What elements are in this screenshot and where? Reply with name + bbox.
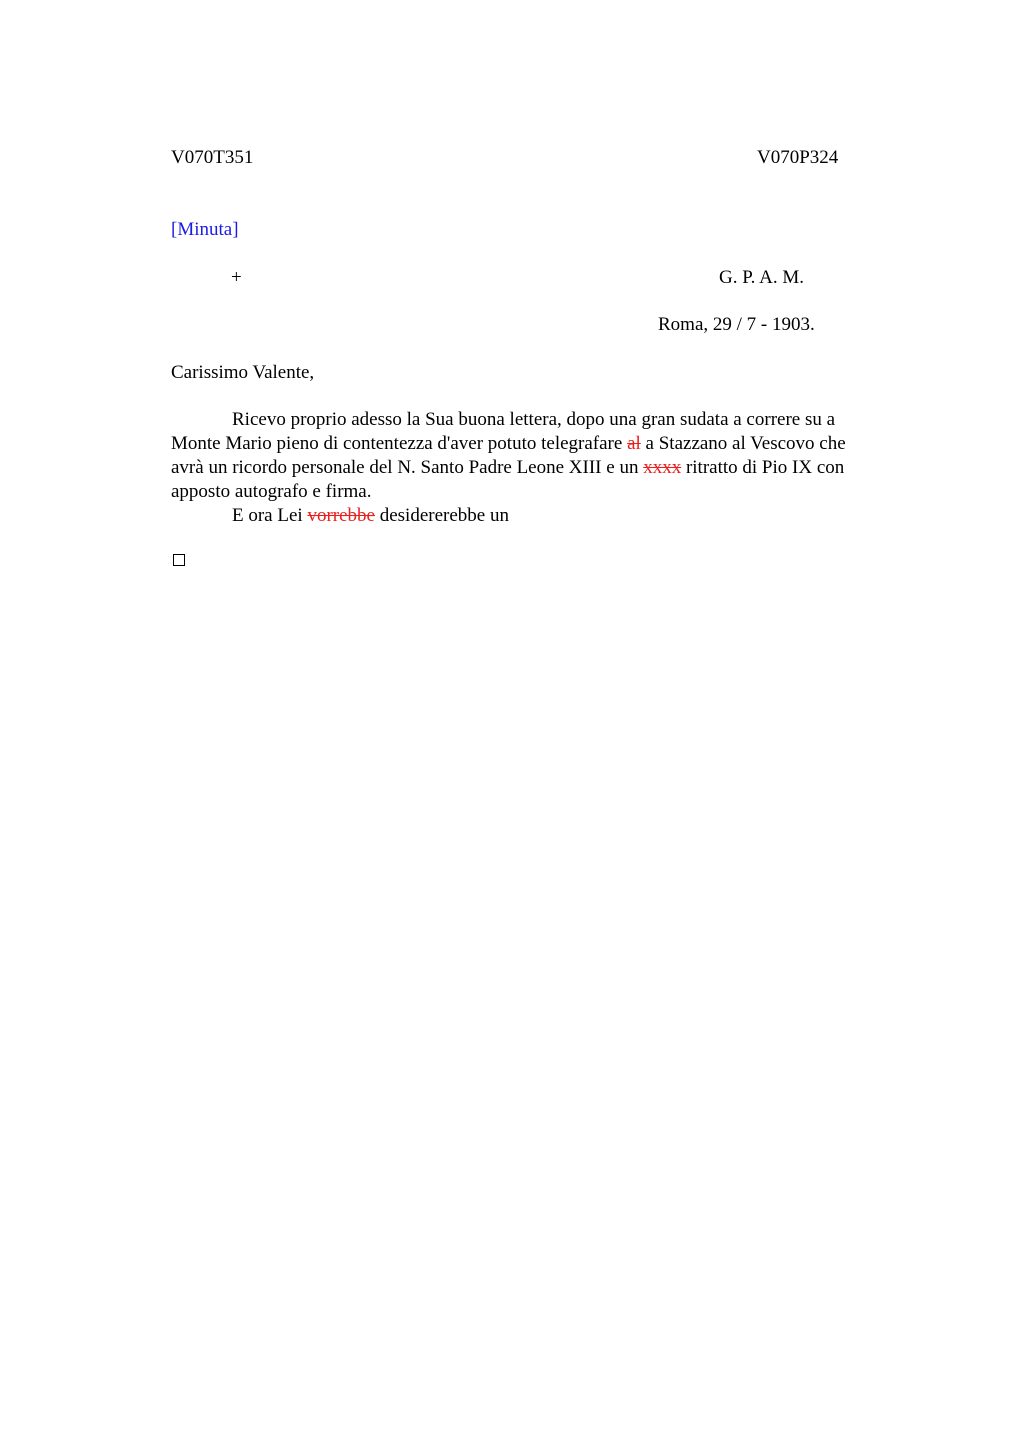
body-line-3: avrà un ricordo personale del N. Santo Padre Leone XIII e un xxxx ritratto di Pio IX con	[171, 457, 845, 478]
minuta-tag: [Minuta]	[171, 219, 239, 240]
body-line-4: apposto autografo e firma.	[171, 481, 372, 502]
body-line-1: Ricevo proprio adesso la Sua buona lettera, dopo una gran sudata a correre su a	[232, 409, 836, 430]
cross-symbol: +	[231, 267, 242, 288]
body-line-5: E ora Lei vorrebbe desidererebbe un	[232, 505, 509, 526]
document-code-left: V070T351	[171, 147, 254, 168]
initials-gpam: G. P. A. M.	[719, 267, 804, 288]
salutation: Carissimo Valente,	[171, 362, 315, 383]
deleted-word: vorrebbe	[307, 505, 375, 526]
checkbox-square-icon	[173, 554, 185, 566]
place-date: Roma, 29 / 7 - 1903.	[658, 314, 815, 335]
deleted-word: al	[627, 433, 641, 454]
document-code-right: V070P324	[757, 147, 839, 168]
letter-body	[171, 408, 909, 528]
body-line-2: Monte Mario pieno di contentezza d'aver potuto telegrafare al a Stazzano al Vescovo che	[171, 433, 846, 454]
deleted-word: xxxx	[643, 457, 682, 478]
